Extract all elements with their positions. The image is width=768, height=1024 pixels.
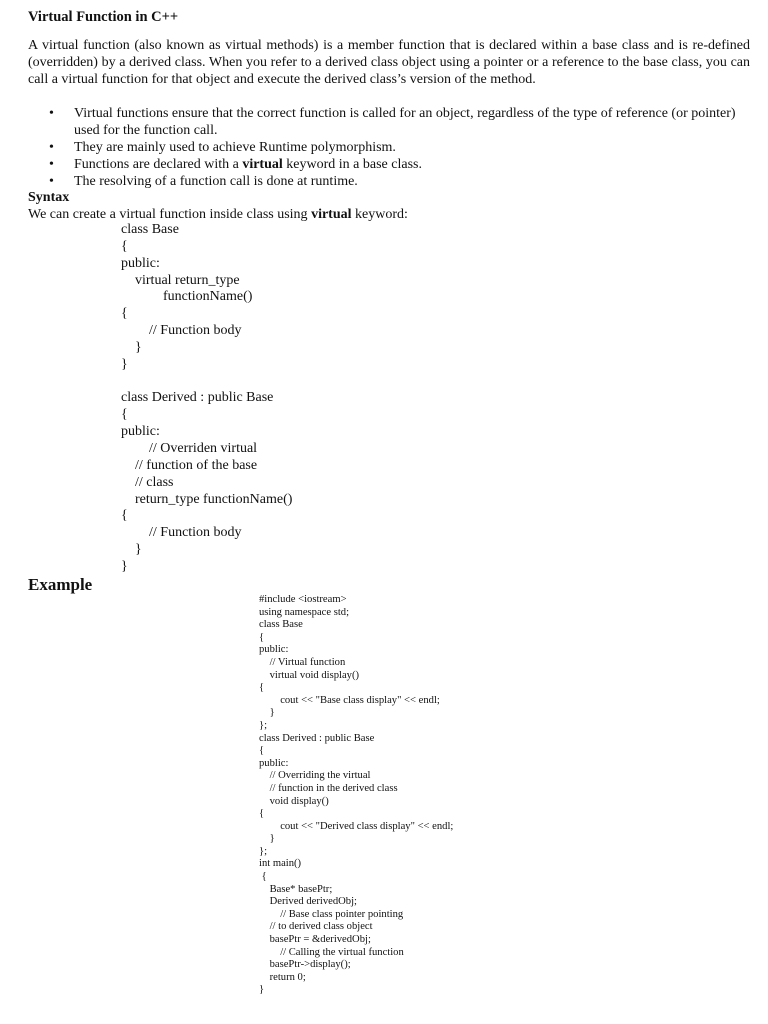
- text-run: keyword:: [351, 207, 408, 222]
- code-line: // Calling the virtual function: [259, 946, 404, 958]
- keyword-bold: virtual: [242, 157, 283, 172]
- code-line: virtual return_type: [121, 272, 240, 288]
- code-line: // class: [121, 474, 174, 490]
- bullet-item: [28, 105, 750, 139]
- code-line: {: [121, 407, 128, 423]
- code-line: }: [121, 542, 142, 558]
- code-line: void display(): [259, 795, 329, 807]
- code-line: [121, 374, 292, 391]
- code-line: {: [259, 871, 267, 883]
- code-line: }: [121, 339, 142, 355]
- code-line: }: [259, 833, 275, 845]
- code-line: };: [259, 845, 268, 857]
- bullet-list: [28, 105, 750, 190]
- text-run: We can create a virtual function inside class using: [28, 207, 312, 222]
- code-line: // Overriden virtual: [121, 440, 258, 456]
- code-line: Base* basePtr;: [259, 883, 333, 895]
- code-line: {: [259, 682, 265, 694]
- code-line: basePtr->display();: [259, 959, 351, 971]
- code-line: // Base class pointer pointing: [259, 908, 404, 920]
- code-line: // Function body: [121, 525, 242, 541]
- code-line: {: [121, 508, 128, 524]
- code-line: {: [259, 745, 265, 757]
- text-run: keyword in a base class.: [282, 157, 422, 172]
- syntax-description: [28, 206, 408, 223]
- code-line: }: [259, 707, 275, 719]
- code-line: {: [259, 808, 265, 820]
- code-line: }: [121, 356, 128, 372]
- code-line: // to derived class object: [259, 921, 373, 933]
- text-run: A virtual function (also known as virtual methods) is a member function that is declared within a base class and is re-defined (overridden) by a derived class. When you refer to a derived class object using a pointer or a reference to the base class, you can call a virtual function for that object and execute the derived class’s version of the method.: [28, 38, 750, 87]
- syntax-code-block: [121, 222, 292, 576]
- example-code-block: [259, 594, 453, 997]
- code-line: cout << "Derived class display" << endl;: [259, 820, 454, 832]
- code-line: cout << "Base class display" << endl;: [259, 694, 440, 706]
- bullet-item: [28, 139, 750, 156]
- code-line: class Base: [259, 619, 303, 631]
- code-line: }: [121, 558, 128, 574]
- code-line: // Virtual function: [259, 656, 346, 668]
- code-line: public:: [259, 644, 289, 656]
- code-line: #include <iostream>: [259, 594, 347, 605]
- text-run: Virtual functions ensure that the correct function is called for an object, regardless of the type of reference (or pointer) used for the function call.: [74, 106, 736, 138]
- code-line: {: [121, 306, 128, 322]
- code-line: class Derived : public Base: [121, 390, 274, 406]
- code-line: public:: [259, 757, 289, 769]
- intro-paragraph: [28, 37, 750, 88]
- code-line: // function in the derived class: [259, 782, 398, 794]
- syntax-heading: Syntax: [28, 190, 70, 205]
- code-line: basePtr = &derivedObj;: [259, 934, 371, 946]
- code-line: class Base: [121, 222, 179, 237]
- code-line: virtual void display(): [259, 669, 360, 681]
- code-line: int main(): [259, 858, 302, 870]
- code-line: return_type functionName(): [121, 491, 293, 507]
- keyword-bold: virtual: [311, 207, 352, 222]
- code-line: // Overriding the virtual: [259, 770, 371, 782]
- text-run: Functions are declared with a: [74, 157, 243, 172]
- code-line: {: [121, 238, 128, 254]
- code-line: }: [259, 984, 265, 996]
- code-line: class Derived : public Base: [259, 732, 375, 744]
- code-line: public:: [121, 424, 160, 440]
- code-line: };: [259, 719, 268, 731]
- text-run: The resolving of a function call is done at runtime.: [74, 174, 358, 189]
- code-line: return 0;: [259, 971, 306, 983]
- example-heading: Example: [28, 575, 93, 594]
- text-run: They are mainly used to achieve Runtime polymorphism.: [74, 140, 396, 155]
- code-line: using namespace std;: [259, 606, 350, 618]
- document-title: Virtual Function in C++: [28, 9, 179, 25]
- code-line: Derived derivedObj;: [259, 896, 357, 908]
- code-line: public:: [121, 255, 160, 271]
- bullet-item: [28, 156, 750, 173]
- bullet-item: [28, 173, 750, 190]
- code-line: {: [259, 631, 265, 643]
- code-line: // Function body: [121, 323, 242, 339]
- code-line: functionName(): [121, 289, 253, 305]
- code-line: // function of the base: [121, 457, 258, 473]
